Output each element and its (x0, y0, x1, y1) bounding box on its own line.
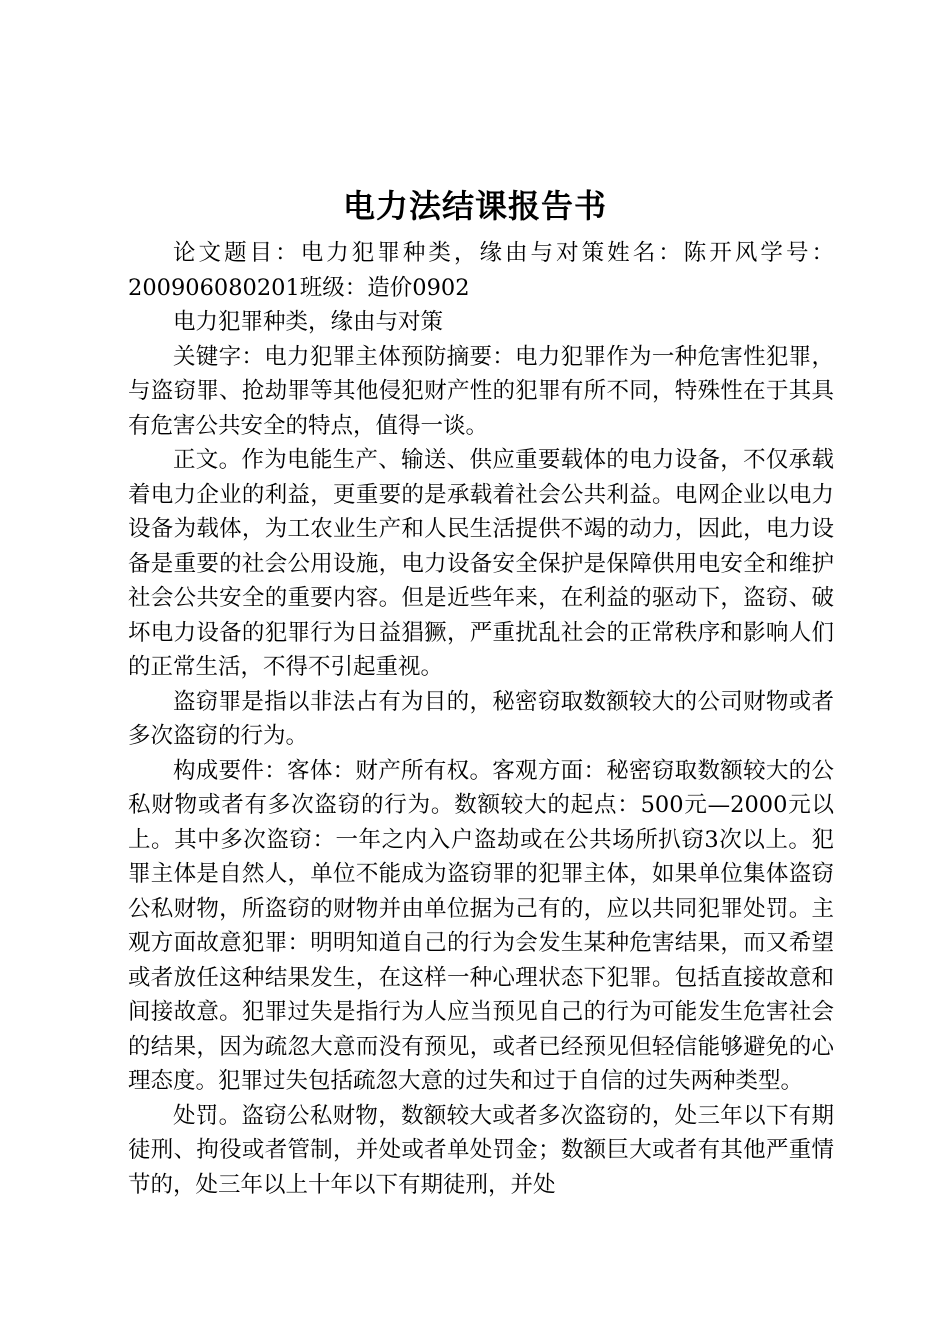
paragraph-subtitle: 电力犯罪种类，缘由与对策 (173, 309, 444, 335)
paragraph-punishment: 处罚。盗窃公私财物，数额较大或者多次盗窃的，处三年以下有期徒刑、拘役或者管制，并处或者单处罚金；数额巨大或者有其他严重情节的，处三年以上十年以下有期徒刑，并处 (128, 1102, 834, 1198)
paragraph-main-text: 正文。作为电能生产、输送、供应重要载体的电力设备，不仅承载着电力企业的利益，更重要的是承载着社会公共利益。电网企业以电力设备为载体，为工农业生产和人民生活提供不竭的动力，因此，电力设备是重要的社会公用设施，电力设备安全保护是保障供用电安全和维护社会公共安全的重要内容。但是近些年来，在利益的驱动下，盗窃、破坏电力设备的犯罪行为日益猖獗，严重扰乱社会的正常秩序和影响人们的正常生活，不得不引起重视。 (128, 447, 834, 680)
paragraph-thesis-info: 论文题目：电力犯罪种类，缘由与对策姓名：陈开风学号：200906080201班级：造价0902 (128, 240, 834, 301)
document-body (128, 236, 834, 1202)
paragraph-keywords-abstract: 关键字：电力犯罪主体预防摘要：电力犯罪作为一种危害性犯罪，与盗窃罪、抢劫罪等其他侵犯财产性的犯罪有所不同，特殊性在于其具有危害公共安全的特点，值得一谈。 (128, 343, 834, 439)
paragraph-constituent-elements: 构成要件：客体：财产所有权。客观方面：秘密窃取数额较大的公私财物或者有多次盗窃的行为。数额较大的起点：500元—2000元以上。其中多次盗窃：一年之内入户盗劫或在公共场所扒窃3次以上。犯罪主体是自然人，单位不能成为盗窃罪的犯罪主体，如果单位集体盗窃公私财物，所盗窃的财物并由单位据为己有的，应以共同犯罪处罚。主观方面故意犯罪：明明知道自己的行为会发生某种危害结果，而又希望或者放任这种结果发生，在这样一种心理状态下犯罪。包括直接故意和间接故意。犯罪过失是指行为人应当预见自己的行为可能发生危害社会的结果，因为疏忽大意而没有预见，或者已经预见但轻信能够避免的心理态度。犯罪过失包括疏忽大意的过失和过于自信的过失两种类型。 (128, 757, 834, 1094)
document-title: 电力法结课报告书 (342, 187, 607, 225)
paragraph-theft-definition: 盗窃罪是指以非法占有为目的，秘密窃取数额较大的公司财物或者多次盗窃的行为。 (128, 688, 834, 749)
